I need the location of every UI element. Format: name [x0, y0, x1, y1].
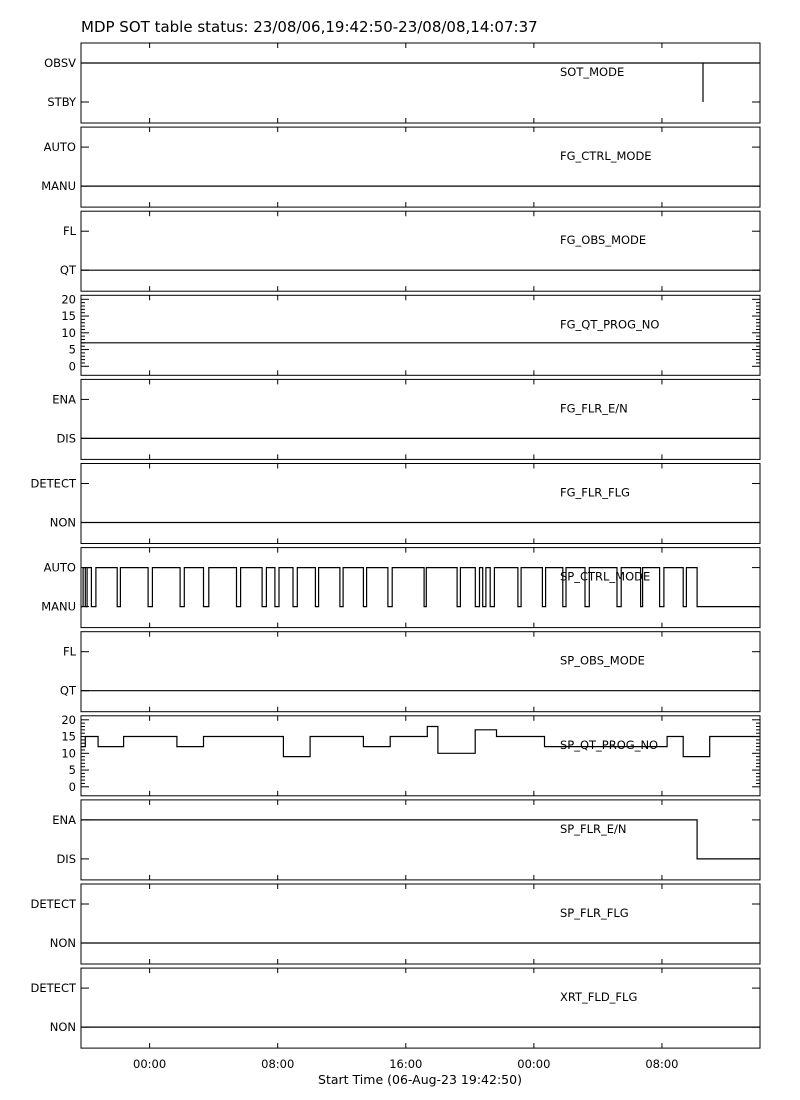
panel-frame [81, 716, 760, 796]
y-tick-label-bottom: MANU [41, 599, 76, 614]
panel-frame [81, 884, 760, 964]
panel-label-xrt-fld-flg: XRT_FLD_FLG [560, 990, 638, 1005]
y-tick-label-top: DETECT [30, 981, 76, 996]
y-tick-label-top: AUTO [43, 140, 76, 155]
panel-sp-qt-prog-no [61, 713, 760, 796]
y-tick-label-bottom: QT [59, 263, 76, 278]
y-tick-label-20: 20 [61, 292, 76, 307]
y-tick-label-top: FL [62, 644, 76, 659]
y-tick-label-10: 10 [61, 325, 76, 340]
panel-label-sp-flr-e-n: SP_FLR_E/N [560, 821, 627, 836]
panel-frame [81, 127, 760, 207]
y-tick-label-bottom: NON [49, 1020, 76, 1035]
y-tick-label-top: ENA [52, 812, 76, 827]
y-tick-label-top: FL [62, 224, 76, 239]
y-tick-label-bottom: STBY [47, 95, 76, 109]
y-tick-label-bottom: NON [49, 936, 76, 950]
panels [31, 43, 760, 1048]
x-tick-label: 08:00 [261, 1057, 295, 1072]
panel-label-fg-flr-e-n: FG_FLR_E/N [560, 401, 628, 416]
panel-label-sp-qt-prog-no: SP_QT_PROG_NO [560, 737, 659, 752]
x-tick-label: 08:00 [645, 1057, 679, 1072]
panel-sp-obs-mode [60, 632, 760, 712]
panel-frame [81, 379, 760, 459]
series-line-sp-qt-prog-no [81, 727, 760, 757]
panel-frame [81, 800, 760, 880]
x-tick-label: 16:00 [389, 1057, 423, 1072]
panel-frame [81, 632, 760, 712]
x-axis-label: Start Time (06-Aug-23 19:42:50) [318, 1072, 522, 1087]
panel-label-fg-obs-mode: FG_OBS_MODE [560, 233, 647, 248]
series-line-sp-flr-e-n [81, 820, 760, 859]
y-tick-label-bottom: NON [49, 515, 76, 530]
panel-label-sot-mode: SOT_MODE [560, 65, 625, 79]
panel-frame [81, 464, 760, 544]
y-tick-label-top: AUTO [43, 560, 76, 575]
panel-label-sp-obs-mode: SP_OBS_MODE [560, 653, 645, 668]
y-tick-label-bottom: MANU [41, 179, 76, 194]
panel-sot-mode [44, 43, 760, 123]
panel-xrt-fld-flg [31, 968, 760, 1048]
x-tick-label: 00:00 [133, 1057, 167, 1072]
y-tick-label-15: 15 [61, 729, 76, 744]
y-tick-label-top: ENA [52, 392, 76, 407]
panel-label-fg-qt-prog-no: FG_QT_PROG_NO [560, 317, 660, 332]
panel-fg-ctrl-mode [41, 127, 760, 207]
panel-frame [81, 295, 760, 375]
y-tick-label-5: 5 [68, 342, 76, 357]
y-tick-label-0: 0 [68, 359, 76, 374]
series-line-sp-ctrl-mode [81, 568, 760, 607]
y-tick-label-15: 15 [61, 309, 76, 324]
panel-frame [81, 968, 760, 1048]
panel-frame [81, 43, 760, 123]
y-tick-label-bottom: DIS [56, 431, 76, 446]
series-line-sot-mode [81, 63, 760, 102]
panel-frame [81, 211, 760, 291]
panel-label-fg-ctrl-mode: FG_CTRL_MODE [560, 149, 652, 164]
chart-title: MDP SOT table status: 23/08/06,19:42:50-23/08/08,14:07:37 [81, 18, 538, 36]
panel-sp-flr-e-n [52, 800, 760, 880]
y-tick-label-bottom: DIS [56, 851, 76, 866]
y-tick-label-bottom: QT [59, 683, 76, 698]
panel-sp-ctrl-mode [41, 548, 760, 628]
panel-label-fg-flr-flg: FG_FLR_FLG [560, 485, 630, 500]
y-tick-label-20: 20 [61, 712, 76, 727]
panel-fg-flr-e-n [52, 379, 760, 459]
panel-label-sp-flr-flg: SP_FLR_FLG [560, 906, 629, 920]
y-tick-label-top: DETECT [30, 897, 76, 911]
y-tick-label-top: DETECT [30, 476, 76, 491]
panel-label-sp-ctrl-mode: SP_CTRL_MODE [560, 569, 651, 584]
y-tick-label-top: OBSV [44, 56, 76, 70]
x-tick-label: 00:00 [517, 1057, 551, 1072]
y-tick-label-10: 10 [61, 746, 76, 761]
panel-sp-flr-flg [31, 884, 760, 964]
panel-fg-obs-mode [60, 211, 760, 291]
x-axis [133, 1057, 678, 1071]
panel-fg-flr-flg [31, 464, 760, 544]
panel-fg-qt-prog-no [61, 292, 760, 375]
y-tick-label-5: 5 [68, 763, 76, 778]
y-tick-label-0: 0 [68, 779, 76, 794]
panel-frame [81, 548, 760, 628]
